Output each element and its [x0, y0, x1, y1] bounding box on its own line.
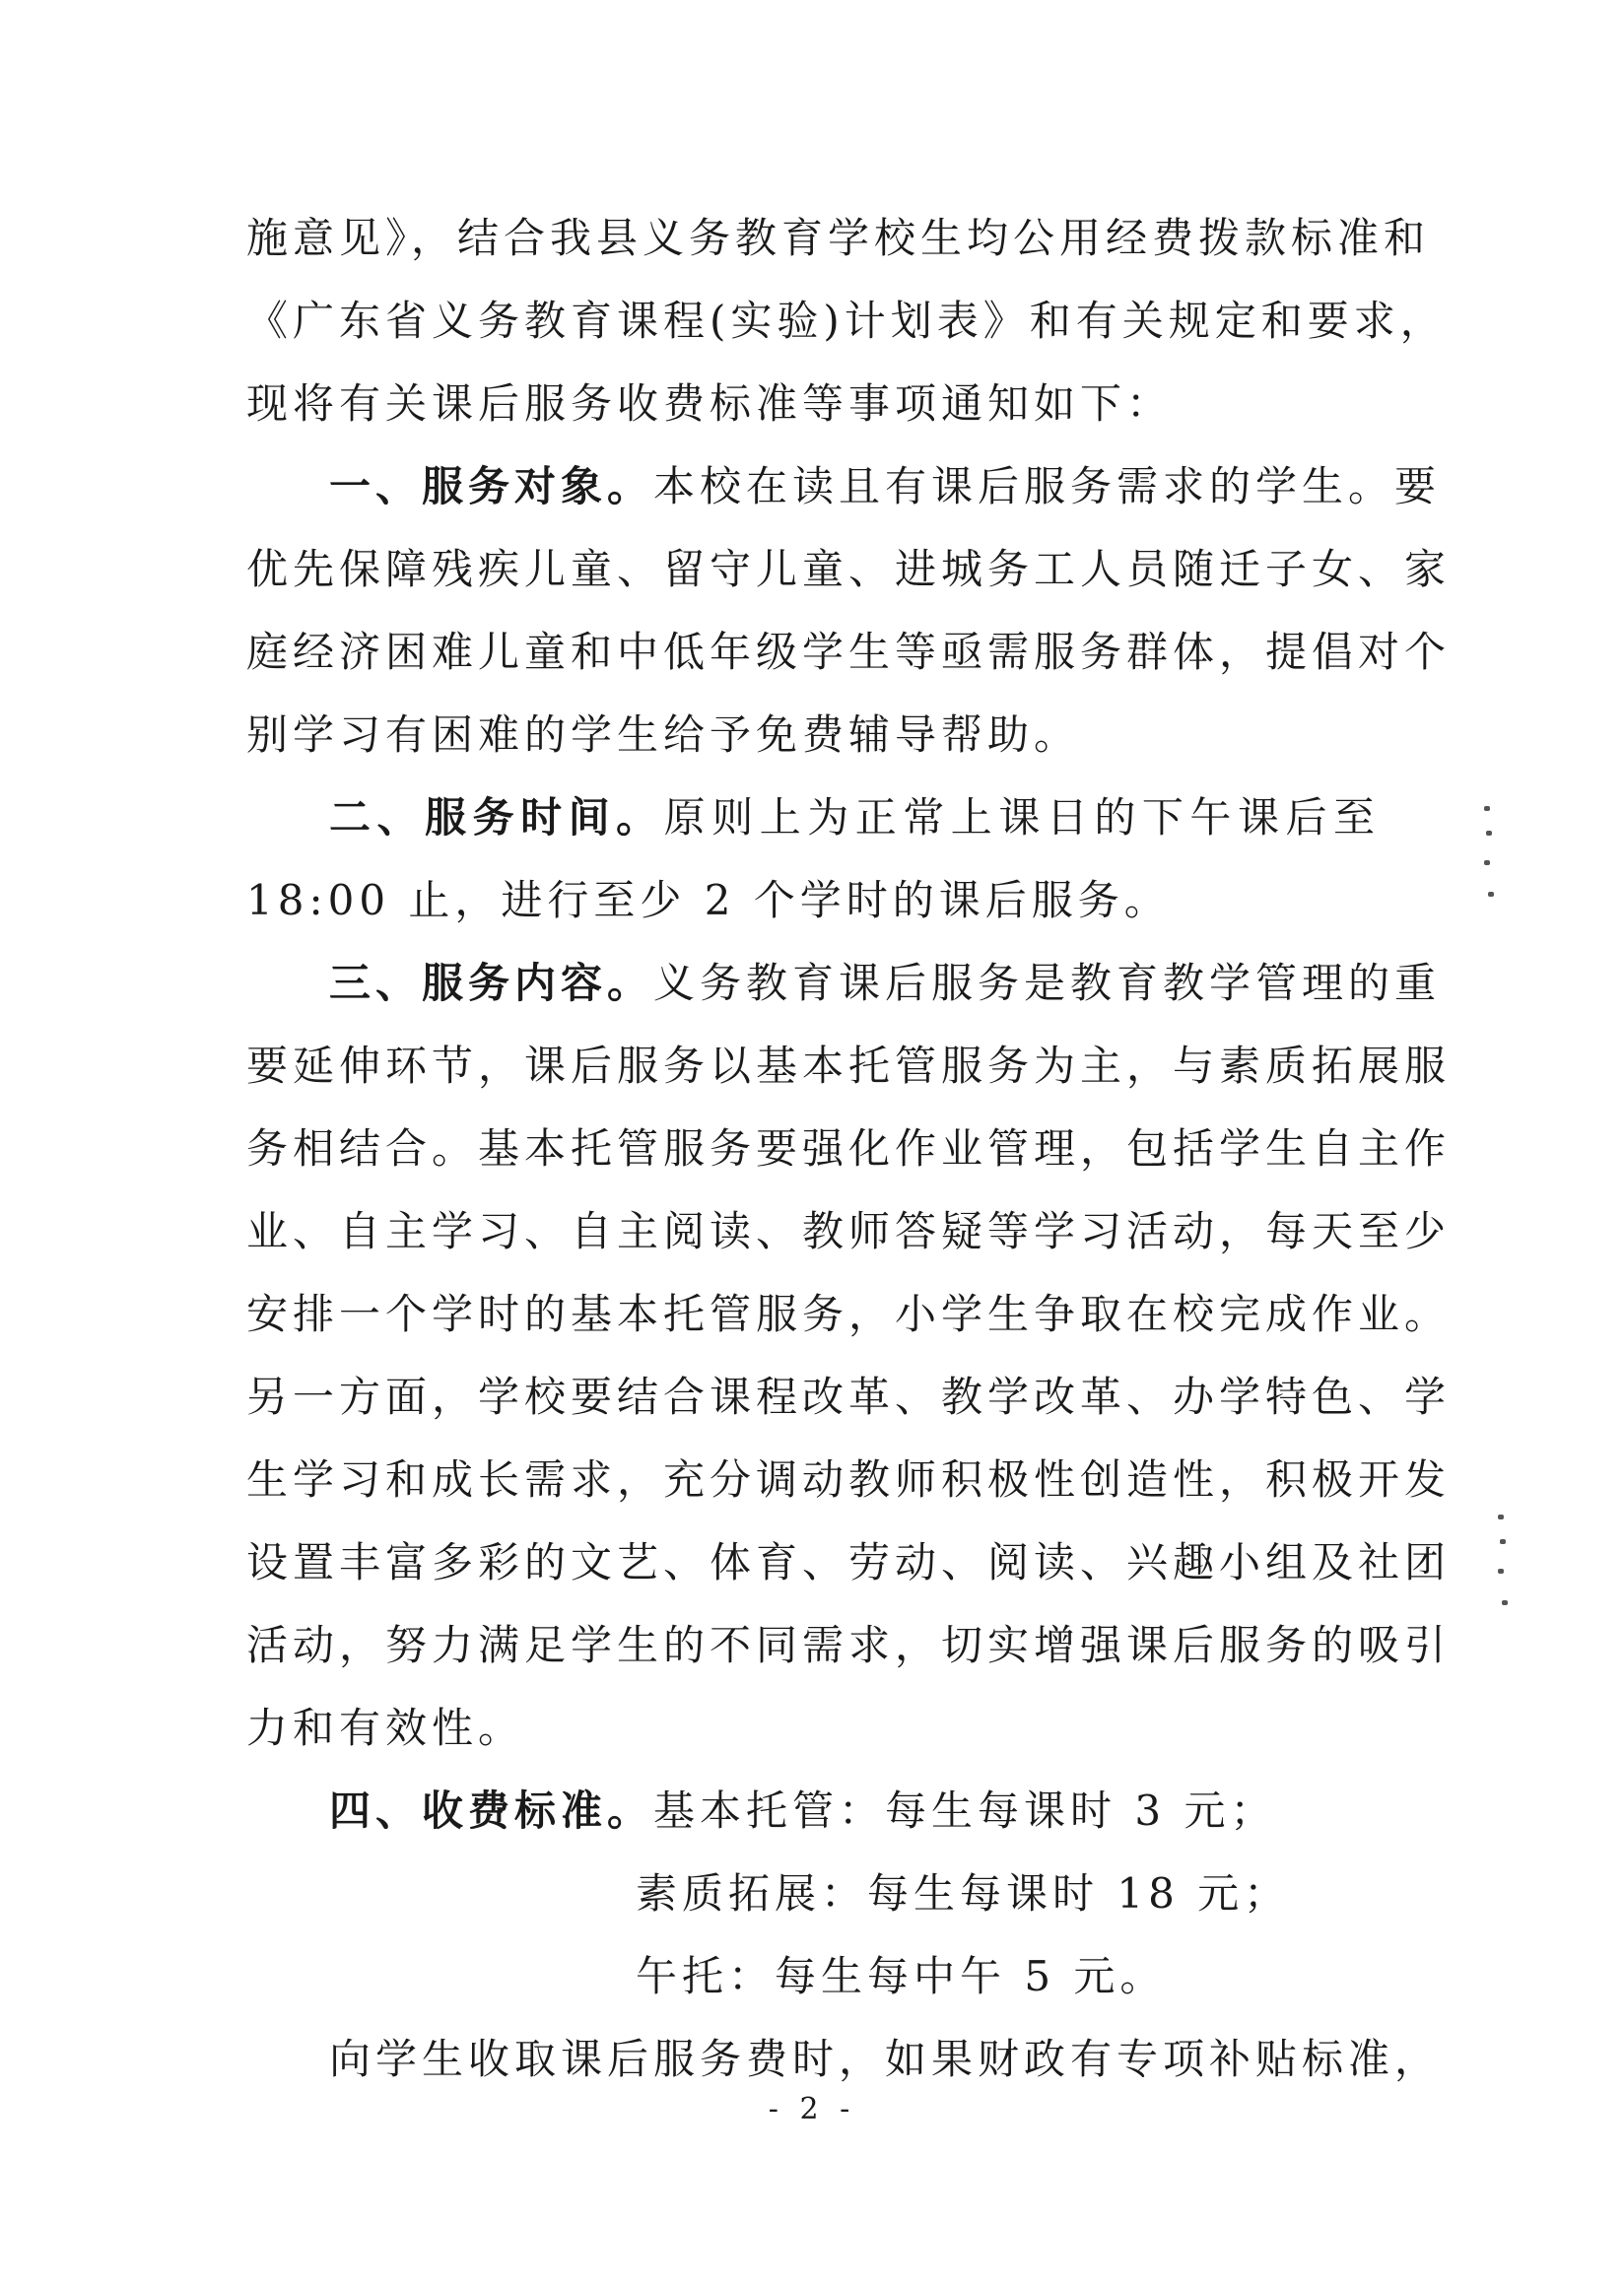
scan-speck — [1498, 1569, 1504, 1574]
section-3-line: 另一方面，学校要结合课程改革、教学改革、办学特色、学 — [246, 1373, 1452, 1421]
section-3-line: 务相结合。基本托管服务要强化作业管理，包括学生自主作 — [246, 1124, 1452, 1173]
scan-speck — [1488, 892, 1494, 897]
section-3-line: 业、自主学习、自主阅读、教师答疑等学习活动，每天至少 — [246, 1207, 1452, 1255]
section-1-heading: 一、服务对象。 — [329, 462, 654, 510]
section-4-first-line — [329, 1770, 1380, 1853]
section-3-first-line — [329, 942, 1442, 1025]
final-line: 向学生收取课后服务费时，如果财政有专项补贴标准， — [329, 2035, 1442, 2083]
scan-speck — [1500, 1539, 1506, 1544]
section-1-line: 优先保障残疾儿童、留守儿童、进城务工人员随迁子女、家 — [246, 545, 1452, 593]
fee-noon: 午托：每生每中午 5 元。 — [636, 1952, 1167, 2000]
section-2-first-line — [329, 776, 1380, 859]
body-line: 《广东省义务教育课程(实验)计划表》和有关规定和要求， — [246, 297, 1447, 345]
section-2-line: 18:00 止，进行至少 2 个学时的课后服务。 — [246, 876, 1171, 924]
fee-basic: 基本托管：每生每课时 3 元； — [653, 1786, 1277, 1835]
scan-speck — [1484, 806, 1490, 811]
section-1-line: 别学习有困难的学生给予免费辅导帮助。 — [246, 710, 1081, 759]
section-3-line: 生学习和成长需求，充分调动教师积极性创造性，积极开发 — [246, 1455, 1452, 1504]
section-3-line: 安排一个学时的基本托管服务，小学生争取在校完成作业。 — [246, 1290, 1452, 1338]
section-4-heading: 四、收费标准。 — [329, 1786, 654, 1835]
section-3-line: 力和有效性。 — [246, 1704, 525, 1752]
scan-speck — [1502, 1600, 1508, 1605]
section-3-heading: 三、服务内容。 — [329, 959, 654, 1007]
scan-speck — [1486, 831, 1492, 836]
section-1-line: 庭经济困难儿童和中低年级学生等亟需服务群体，提倡对个 — [246, 628, 1452, 676]
scan-speck — [1484, 860, 1490, 865]
section-3-line: 活动，努力满足学生的不同需求，切实增强课后服务的吸引 — [246, 1621, 1452, 1669]
section-3-text: 义务教育课后服务是教育教学管理的重 — [653, 959, 1442, 1007]
section-1-text: 本校在读且有课后服务需求的学生。要 — [653, 462, 1442, 510]
section-2-heading: 二、服务时间。 — [329, 793, 664, 842]
scan-speck — [1498, 1515, 1504, 1519]
body-line: 施意见》，结合我县义务教育学校生均公用经费拨款标准和 — [246, 214, 1431, 262]
page-number: - 2 - — [768, 2092, 856, 2126]
body-line: 现将有关课后服务收费标准等事项通知如下： — [246, 379, 1174, 428]
fee-quality: 素质拓展：每生每课时 18 元； — [636, 1869, 1291, 1918]
section-3-line: 要延伸环节，课后服务以基本托管服务为主，与素质拓展服 — [246, 1042, 1452, 1090]
section-2-text: 原则上为正常上课日的下午课后至 — [663, 793, 1380, 842]
section-3-line: 设置丰富多彩的文艺、体育、劳动、阅读、兴趣小组及社团 — [246, 1538, 1452, 1586]
section-1-first-line — [329, 445, 1442, 528]
